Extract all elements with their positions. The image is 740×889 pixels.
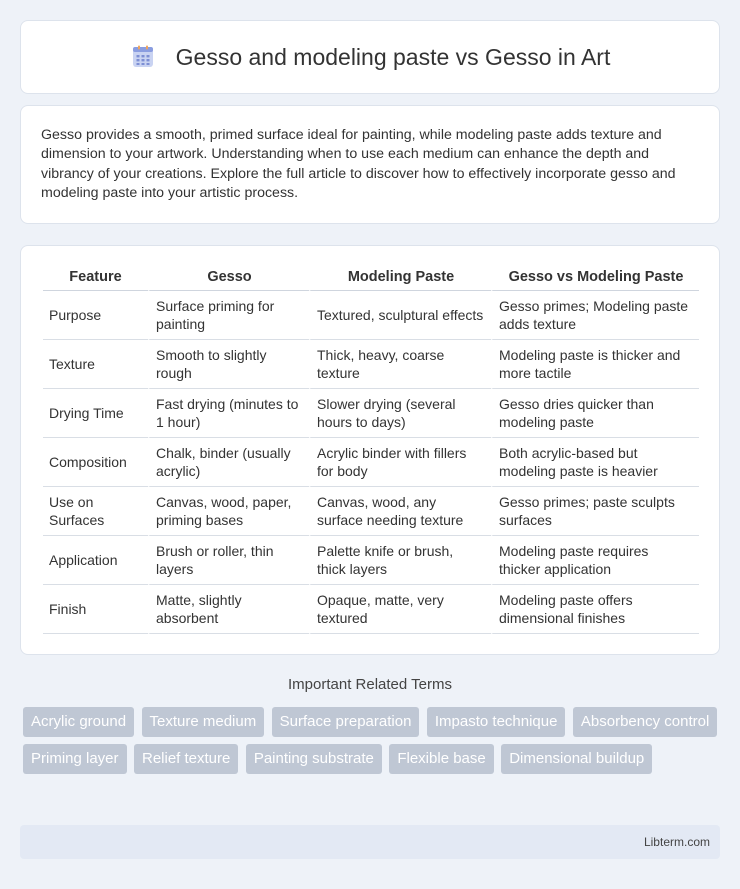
page-title: Gesso and modeling paste vs Gesso in Art bbox=[175, 43, 611, 70]
table-cell: Acrylic binder with fillers for body bbox=[309, 438, 491, 487]
column-header: Feature bbox=[43, 264, 148, 291]
table-row bbox=[43, 389, 699, 438]
related-terms-list bbox=[23, 707, 723, 781]
table-cell: Gesso primes; paste sculpts surfaces bbox=[491, 487, 699, 536]
table-cell: Smooth to slightly rough bbox=[148, 340, 309, 389]
related-term-tag[interactable]: Painting substrate bbox=[246, 744, 382, 774]
table-cell: Composition bbox=[43, 438, 148, 487]
table-row bbox=[43, 340, 699, 389]
document-list-icon bbox=[130, 44, 156, 70]
table-cell: Modeling paste requires thicker application bbox=[491, 536, 699, 585]
table-cell: Slower drying (several hours to days) bbox=[309, 389, 491, 438]
table-cell: Modeling paste is thicker and more tactile bbox=[491, 340, 699, 389]
table-cell: Brush or roller, thin layers bbox=[148, 536, 309, 585]
column-header: Modeling Paste bbox=[309, 264, 491, 291]
related-terms-heading: Important Related Terms bbox=[288, 676, 452, 693]
comparison-table-card bbox=[20, 245, 720, 655]
table-row bbox=[43, 438, 699, 487]
intro-text: Gesso provides a smooth, primed surface ideal for painting, while modeling paste adds texture and dimension to your artwork. Understanding when to use each medium can enhance the depth and vibrancy of your creations. Explore the full article to discover how to effectively incorporate gesso and modeling paste into your artistic process. bbox=[41, 127, 676, 201]
table-cell: Both acrylic-based but modeling paste is heavier bbox=[491, 438, 699, 487]
table-row bbox=[43, 291, 699, 340]
related-term-tag[interactable]: Relief texture bbox=[134, 744, 238, 774]
table-cell: Texture bbox=[43, 340, 148, 389]
table-cell: Opaque, matte, very textured bbox=[309, 585, 491, 634]
table-cell: Drying Time bbox=[43, 389, 148, 438]
table-row bbox=[43, 585, 699, 634]
title-card bbox=[20, 20, 720, 94]
table-cell: Use on Surfaces bbox=[43, 487, 148, 536]
column-header: Gesso vs Modeling Paste bbox=[491, 264, 699, 291]
table-row bbox=[43, 487, 699, 536]
column-header: Gesso bbox=[148, 264, 309, 291]
table-cell: Canvas, wood, paper, priming bases bbox=[148, 487, 309, 536]
table-cell: Application bbox=[43, 536, 148, 585]
related-term-tag[interactable]: Acrylic ground bbox=[23, 707, 134, 737]
table-cell: Thick, heavy, coarse texture bbox=[309, 340, 491, 389]
table-cell: Textured, sculptural effects bbox=[309, 291, 491, 340]
related-term-tag[interactable]: Flexible base bbox=[389, 744, 493, 774]
related-term-tag[interactable]: Absorbency control bbox=[573, 707, 717, 737]
table-header-row bbox=[43, 264, 699, 291]
table-cell: Fast drying (minutes to 1 hour) bbox=[148, 389, 309, 438]
comparison-table bbox=[43, 264, 699, 634]
related-term-tag[interactable]: Surface preparation bbox=[272, 707, 420, 737]
table-cell: Chalk, binder (usually acrylic) bbox=[148, 438, 309, 487]
table-cell: Gesso dries quicker than modeling paste bbox=[491, 389, 699, 438]
related-term-tag[interactable]: Texture medium bbox=[142, 707, 265, 737]
footer bbox=[20, 825, 720, 859]
related-term-tag[interactable]: Dimensional buildup bbox=[501, 744, 652, 774]
table-cell: Surface priming for painting bbox=[148, 291, 309, 340]
intro-card bbox=[20, 105, 720, 224]
table-cell: Palette knife or brush, thick layers bbox=[309, 536, 491, 585]
table-cell: Modeling paste offers dimensional finishes bbox=[491, 585, 699, 634]
table-cell: Canvas, wood, any surface needing texture bbox=[309, 487, 491, 536]
related-term-tag[interactable]: Priming layer bbox=[23, 744, 127, 774]
footer-site-link[interactable]: Libterm.com bbox=[643, 835, 710, 849]
table-cell: Purpose bbox=[43, 291, 148, 340]
table-cell: Finish bbox=[43, 585, 148, 634]
table-cell: Gesso primes; Modeling paste adds texture bbox=[491, 291, 699, 340]
related-term-tag[interactable]: Impasto technique bbox=[427, 707, 566, 737]
table-cell: Matte, slightly absorbent bbox=[148, 585, 309, 634]
table-row bbox=[43, 536, 699, 585]
